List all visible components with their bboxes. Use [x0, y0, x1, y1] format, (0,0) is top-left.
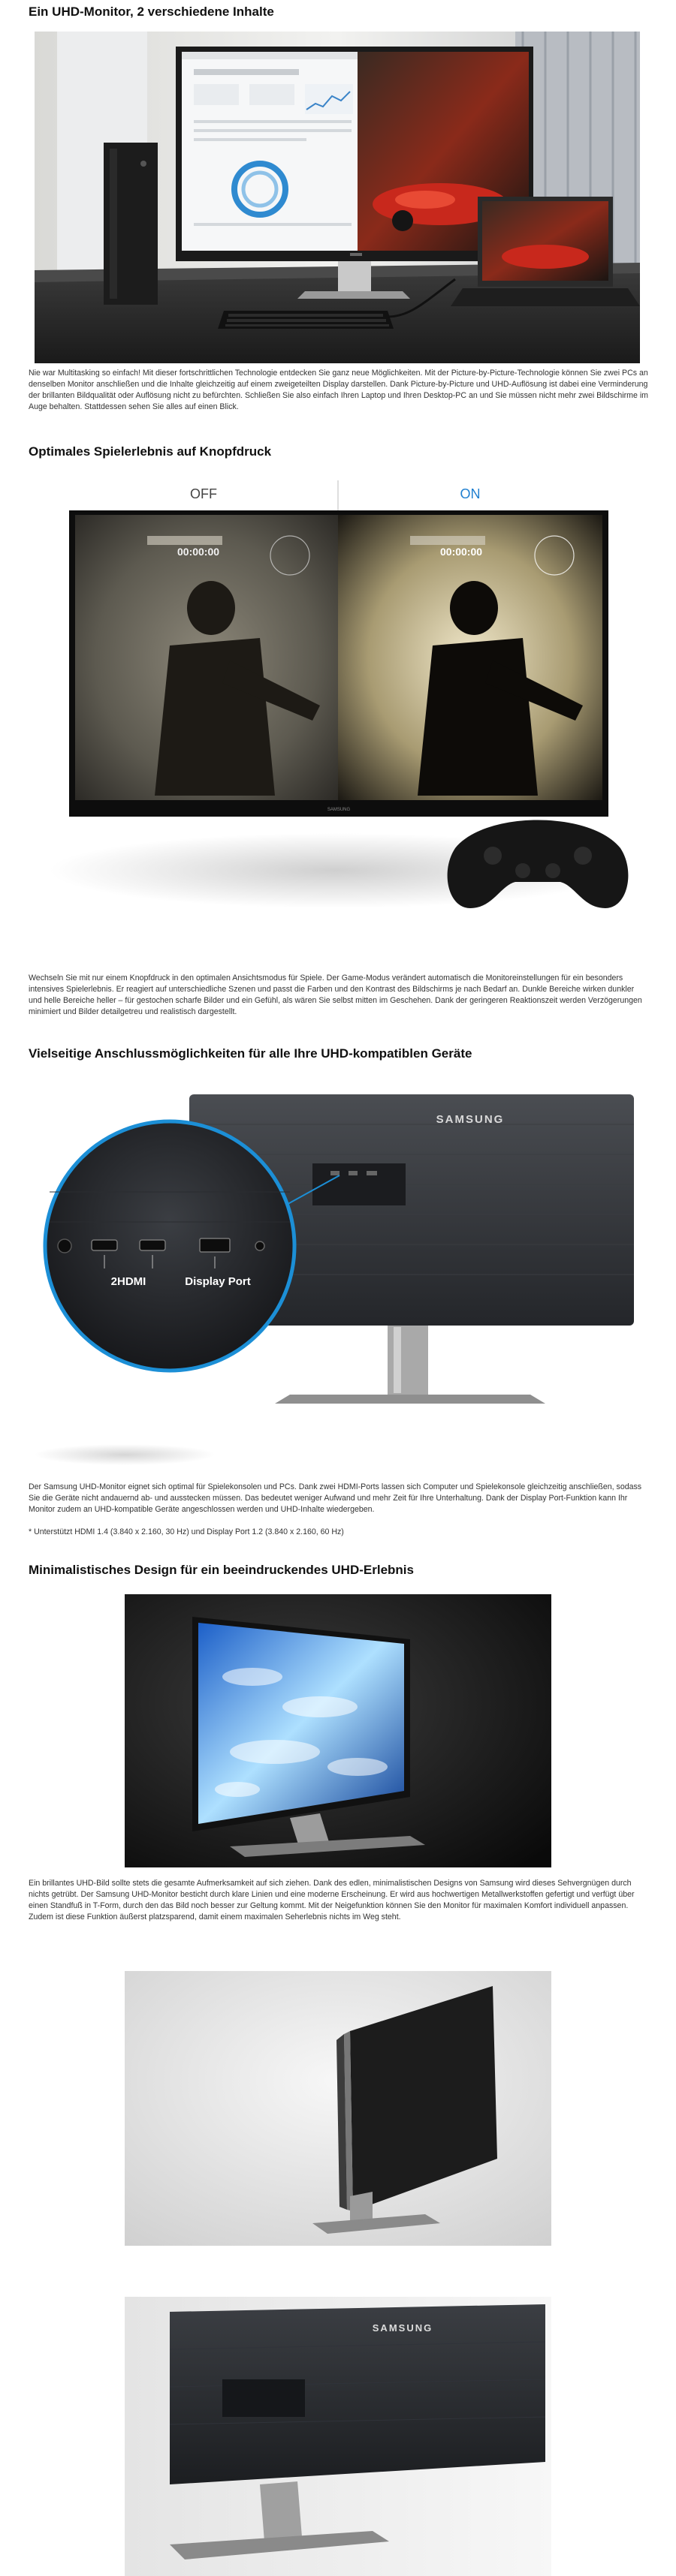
- timer-off: 00:00:00: [177, 546, 220, 558]
- section-title-multitasking: Ein UHD-Monitor, 2 verschiedene Inhalte: [29, 5, 274, 19]
- off-label: OFF: [190, 486, 217, 501]
- section-body-gaming: Wechseln Sie mit nur einem Knopfdruck in den optimalen Ansichtsmodus für Spiele. Der Game-Modus verändert automatisch die Monitoreinstellungen für ein besonders intensives Spielerlebnis. Er reagiert auf unterschiedliche Szenen und passt die Farben und den Kontrast des Bildschirms je nach Bedarf an. Dunkle Bereiche wirken dunkler und helle Bereiche heller – für gestochen scharfe Bilder und ein Gefühl, als wären Sie selbst mitten im Geschehen. Dank der geringeren Reaktionszeit werden Verzögerungen minimiert und Bilder detailgetreu und realistisch dargestellt.: [29, 974, 642, 1016]
- section-title-gaming: Optimales Spielerlebnis auf Knopfdruck: [29, 444, 272, 459]
- monitor-brand-gaming: SAMSUNG: [327, 808, 351, 812]
- section-footnote-connectivity: * Unterstützt HDMI 1.4 (3.840 x 2.160, 30 Hz) und Display Port 1.2 (3.840 x 2.160, 60 Hz): [29, 1527, 344, 1536]
- design-monitor-image: [125, 1594, 551, 1867]
- monitor-side-view-image: [125, 1971, 551, 2246]
- port-label-displayport: Display Port: [185, 1275, 251, 1288]
- section-body-multitasking: Nie war Multitasking so einfach! Mit dieser fortschrittlichen Technologie entdecken Sie ganz neue Möglichkeiten. Mit der Picture-by-Picture-Technologie können Sie zwei PCs an denselben Monitor anschließen und die Inhalte gleichzeitig auf einem zweigeteilten Display darstellen. Dank Picture-by-Picture und UHD-Auflösung ist dabei eine Verminderung der brillanten Bildqualität oder Auflösung nicht zu befürchten. Schließen Sie also einfach Ihren Laptop und Ihren Desktop-PC an und Sie müssen nicht mehr zwei Bildschirme im Auge behalten. Stattdessen sehen Sie alles auf einen Blick.: [29, 369, 649, 411]
- pbp-setup-image: [35, 32, 640, 363]
- on-label: ON: [460, 486, 481, 501]
- monitor-brand-backview: SAMSUNG: [372, 2322, 433, 2334]
- game-mode-comparison-image: [35, 480, 641, 961]
- timer-on: 00:00:00: [440, 546, 483, 558]
- port-label-hdmi: 2HDMI: [110, 1275, 146, 1288]
- monitor-back-view-image: [125, 2297, 551, 2576]
- section-title-connectivity: Vielseitige Anschlussmöglichkeiten für alle Ihre UHD-kompatiblen Geräte: [29, 1046, 472, 1061]
- section-title-design: Minimalistisches Design für ein beeindruckendes UHD-Erlebnis: [29, 1563, 414, 1577]
- monitor-brand-back: SAMSUNG: [436, 1113, 505, 1126]
- monitor-ports-image: [35, 1079, 641, 1470]
- section-body-connectivity: Der Samsung UHD-Monitor eignet sich optimal für Spielekonsolen und PCs. Dank zwei HDMI-Ports lassen sich Computer und Spielekonsole gleichzeitig anschließen, sodass Sie die Geräte nicht andauernd ab- und ausstecken müssen. Das bedeutet weniger Aufwand und mehr Zeit für Ihre Unterhaltung. Dank der Display Port-Funktion kann Ihr Monitor zudem an UHD-kompatible Geräte angeschlossen werden und UHD-Inhalte wiedergeben.: [29, 1482, 642, 1514]
- section-body-design: Ein brillantes UHD-Bild sollte stets die gesamte Aufmerksamkeit auf sich ziehen. Dank des edlen, minimalistischen Designs von Samsung wird dieses Sehvergnügen durch nichts getrübt. Der Samsung UHD-Monitor besticht durch klare Linien und eine moderne Erscheinung. Er wird aus hochwertigen Metallwerkstoffen gefertigt und verfügt über einen Standfuß in T-Form, durch den das Bild noch besser zur Geltung kommt. Mit der Neigefunktion können Sie den Monitor für maximalen Komfort individuell anpassen. Zudem ist diese Funktion äußerst platzsparend, damit einem maximalen Seherlebnis nichts im Weg steht.: [29, 1879, 635, 1921]
